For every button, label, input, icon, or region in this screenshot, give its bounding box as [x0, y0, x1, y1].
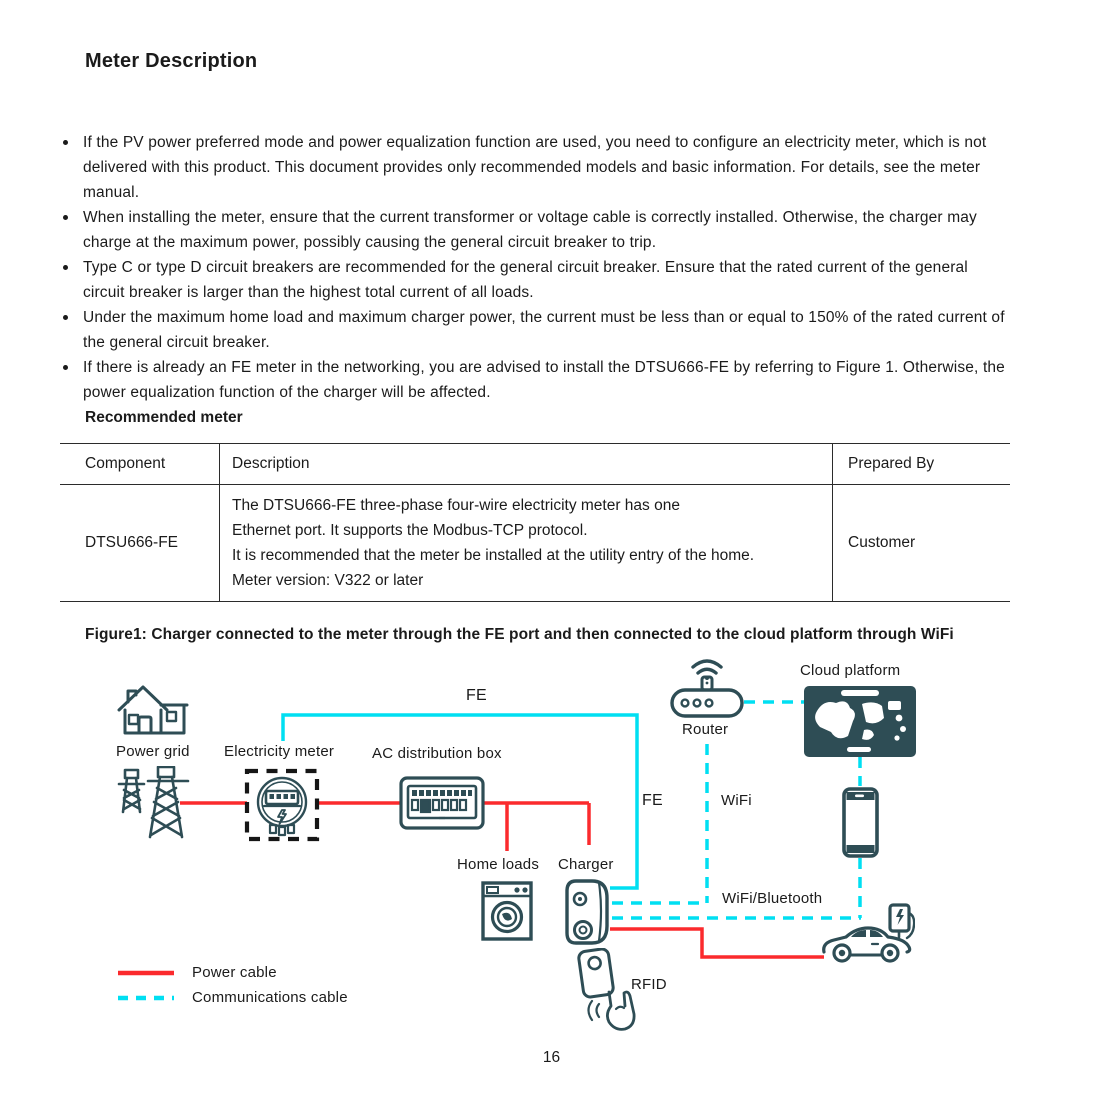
- page-title: Meter Description: [85, 50, 258, 72]
- label-cloud-platform: Cloud platform: [800, 662, 901, 679]
- cell-prepared-by: Customer: [848, 534, 916, 551]
- charger-icon: [563, 878, 611, 946]
- car-charging-station-icon: [820, 903, 915, 969]
- cloud-platform-icon: [804, 686, 916, 757]
- bullet-item: Type C or type D circuit breakers are recommended for the general circuit breaker. Ensure that the rated current of the general circuit breaker is larger than the highest total current of all loads.: [60, 255, 1012, 305]
- bullet-item: When installing the meter, ensure that the current transformer or voltage cable is correctly installed. Otherwise, the charger may charge at the maximum power, possibly causing the general circuit breaker to trip.: [60, 205, 1012, 255]
- label-fe-right: FE: [642, 792, 663, 809]
- label-charger: Charger: [558, 856, 614, 873]
- house-icon: [113, 678, 191, 740]
- label-wifi: WiFi: [721, 792, 752, 809]
- label-router: Router: [682, 721, 729, 738]
- bullet-item: Under the maximum home load and maximum charger power, the current must be less than or equal to 150% of the rated current of the general circuit breaker.: [60, 305, 1012, 355]
- label-fe-top: FE: [466, 687, 487, 704]
- page-number: 16: [542, 1049, 561, 1066]
- label-ac-distribution-box: AC distribution box: [372, 745, 502, 762]
- label-wifi-bluetooth: WiFi/Bluetooth: [722, 890, 823, 907]
- figure-caption: Figure1: Charger connected to the meter through the FE port and then connected to the cloud platform through WiFi: [85, 626, 954, 643]
- table-header-description: Description: [220, 444, 833, 484]
- legend-power-cable-label: Power cable: [192, 964, 277, 981]
- electricity-meter-icon: [244, 768, 320, 842]
- legend-communications-cable-label: Communications cable: [192, 989, 348, 1006]
- ac-distribution-box-icon: [399, 776, 485, 830]
- power-grid-towers-icon: [116, 766, 190, 840]
- label-power-grid: Power grid: [116, 743, 190, 760]
- washing-machine-icon: [481, 881, 533, 941]
- label-home-loads: Home loads: [457, 856, 540, 873]
- label-electricity-meter: Electricity meter: [224, 743, 335, 760]
- description-lines: The DTSU666-FE three-phase four-wire electricity meter has one Ethernet port. It supports the Modbus-TCP protocol. It is recommended that the meter be installed at the utility entry of the home. Meter version: V322 or later: [232, 497, 755, 589]
- table-header-prepared-by: Prepared By: [848, 455, 935, 472]
- cell-component: DTSU666-FE: [60, 485, 220, 601]
- label-rfid: RFID: [631, 976, 667, 993]
- bullet-item: If the PV power preferred mode and power equalization function are used, you need to configure an electricity meter, which is not delivered with this product. This document provides only recommended models and basic information. For details, see the meter manual.: [60, 130, 1012, 205]
- recommended-meter-heading: Recommended meter: [85, 409, 243, 426]
- table-header-component: Component: [60, 444, 220, 484]
- phone-icon: [842, 787, 879, 858]
- bullet-item: If there is already an FE meter in the networking, you are advised to install the DTSU666-FE by referring to Figure 1. Otherwise, the power equalization function of the charger will be affected.: [60, 355, 1012, 405]
- router-icon: [670, 653, 744, 719]
